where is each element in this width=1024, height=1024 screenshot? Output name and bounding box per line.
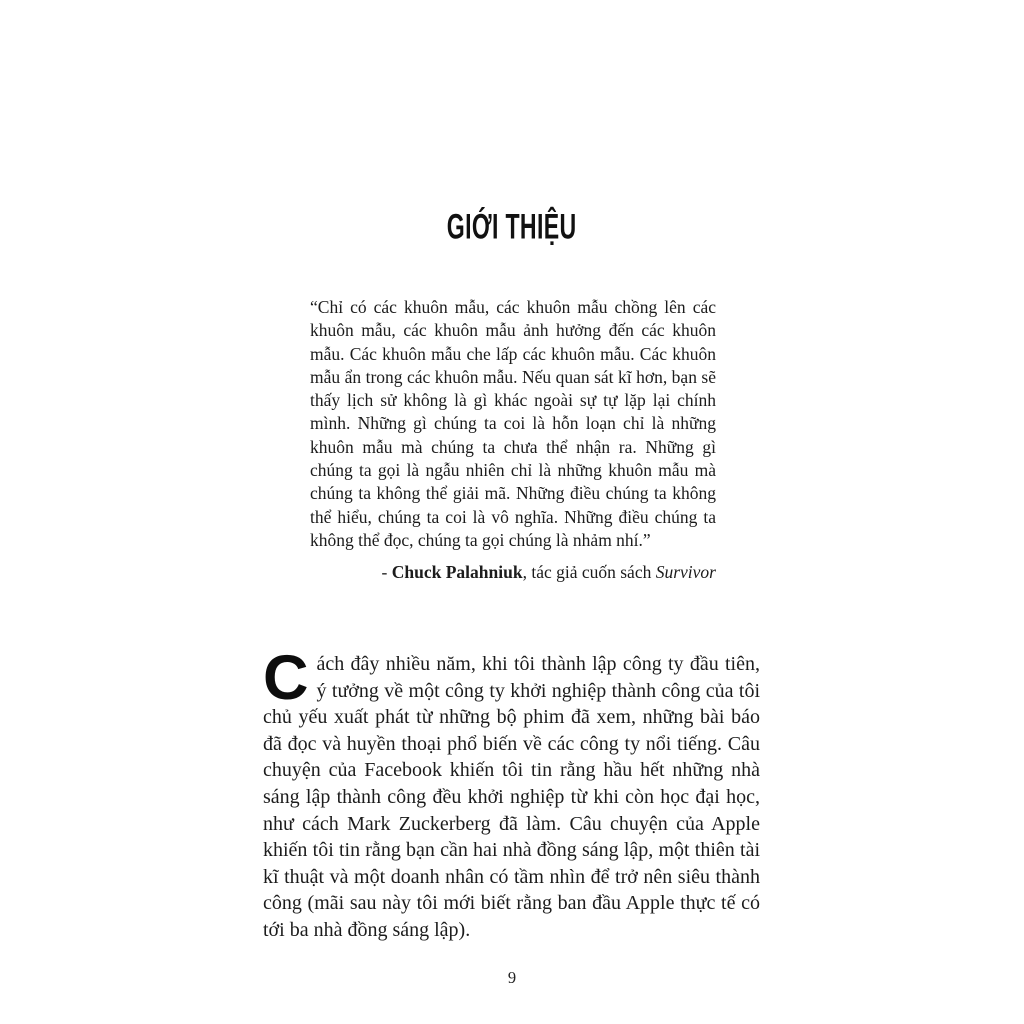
attribution-book-title: Survivor	[655, 562, 716, 582]
chapter-title	[0, 206, 1024, 244]
quote-attribution	[310, 562, 716, 583]
epigraph-quote: “Chỉ có các khuôn mẫu, các khuôn mẫu chồng lên các khuôn mẫu, các khuôn mẫu ảnh hưởng đến các khuôn mẫu. Các khuôn mẫu che lấp các khuôn mẫu. Các khuôn mẫu ẩn trong các khuôn mẫu. Nếu quan sát kĩ hơn, bạn sẽ thấy lịch sử không là gì khác ngoài sự tự lặp lại chính mình. Những gì chúng ta coi là hỗn loạn chỉ là những khuôn mẫu mà chúng ta chưa thể nhận ra. Những gì chúng ta gọi là ngẫu nhiên chỉ là những khuôn mẫu mà chúng ta không thể giải mã. Những điều chúng ta không thể hiểu, chúng ta coi là vô nghĩa. Những điều chúng ta không thể đọc, chúng ta gọi chúng là nhảm nhí.”	[310, 297, 716, 550]
attribution-dash: -	[381, 562, 392, 582]
dropcap-letter: C	[263, 643, 309, 713]
body-paragraph-text: ách đây nhiều năm, khi tôi thành lập công ty đầu tiên, ý tưởng về một công ty khởi nghiệp thành công của tôi chủ yếu xuất phát từ những bộ phim đã xem, những bài báo đã đọc và huyền thoại phổ biến về các công ty nổi tiếng. Câu chuyện của Facebook khiến tôi tin rằng hầu hết những nhà sáng lập thành công đều khởi nghiệp từ khi còn học đại học, như cách Mark Zuckerberg đã làm. Câu chuyện của Apple khiến tôi tin rằng bạn cần hai nhà đồng sáng lập, một thiên tài kĩ thuật và một doanh nhân có tầm nhìn để trở nên siêu thành công (mãi sau này tôi mới biết rằng ban đầu Apple thực tế có tới ba nhà đồng sáng lập).	[263, 653, 760, 941]
body-paragraph	[263, 643, 760, 944]
page-number: 9	[507, 968, 517, 987]
attribution-author-name: Chuck Palahniuk	[391, 562, 523, 582]
chapter-title-text: GIỚI THIỆU	[447, 206, 577, 246]
attribution-role-text: , tác giả cuốn sách	[522, 562, 656, 582]
